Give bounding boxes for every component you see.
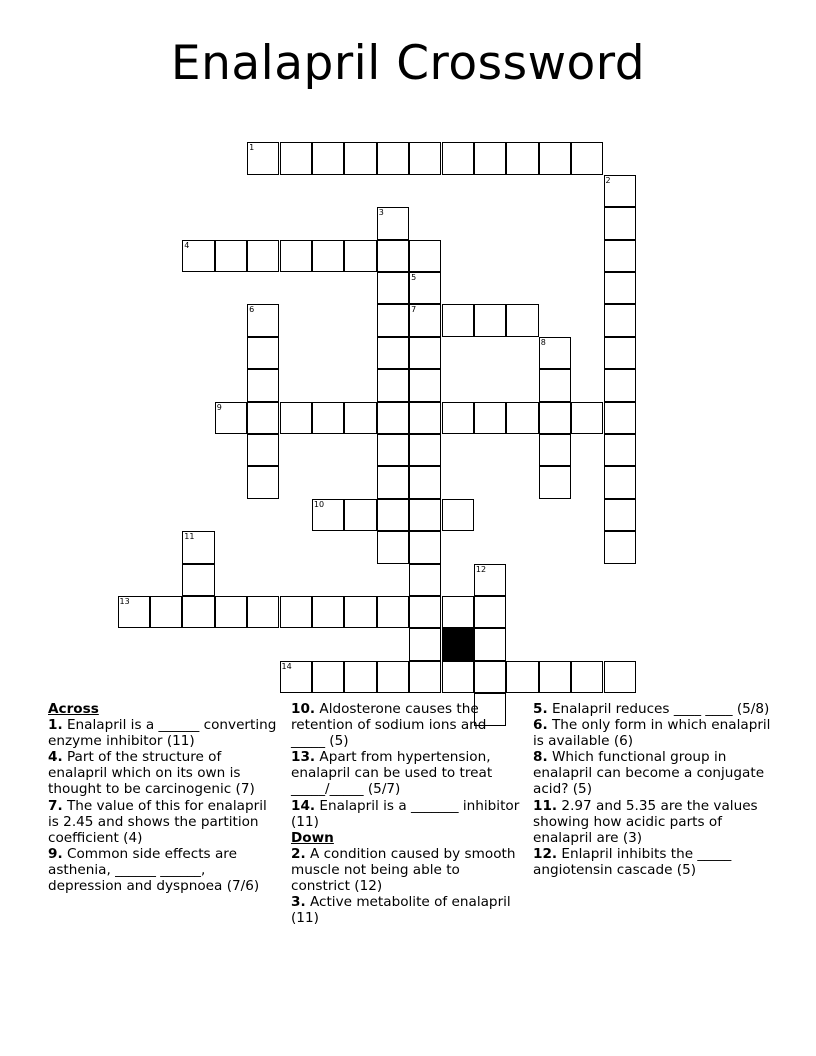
clue-number-label: 3. [291,894,306,911]
clue-number: 13 [119,597,130,606]
clue-number-label: 11. [533,797,558,814]
grid-cell[interactable] [442,304,474,336]
grid-cell[interactable] [182,240,214,272]
grid-cell[interactable] [377,596,409,628]
grid-cell[interactable] [442,402,474,434]
grid-cell[interactable] [604,207,636,239]
grid-cell[interactable] [571,142,603,174]
grid-cell[interactable] [539,142,571,174]
grid-cell[interactable] [377,142,409,174]
grid-cell[interactable] [312,240,344,272]
clue-column-1 [48,701,280,894]
clue-text: Apart from hypertension, enalapril can be used to treat _____/_____ (5/7) [291,749,493,798]
grid-cell[interactable] [344,661,376,693]
blocked-cell [442,628,474,660]
clue-text: Common side effects are asthenia, ______ ______, depression and dyspnoea (7/6) [48,845,260,895]
grid-cell[interactable] [442,142,474,174]
clue-item [291,846,523,894]
clue-number-label: 4. [48,749,63,766]
grid-cell[interactable] [377,272,409,304]
grid-cell[interactable] [604,434,636,466]
grid-cell[interactable] [506,402,538,434]
section-header: Across [48,701,99,717]
grid-cell[interactable] [409,304,441,336]
clue-number: 9 [216,402,222,412]
grid-cell[interactable] [539,369,571,401]
grid-cell[interactable] [539,466,571,498]
grid-cell[interactable] [409,369,441,401]
grid-cell[interactable] [409,434,441,466]
grid-cell[interactable] [377,499,409,531]
grid-cell[interactable] [312,499,344,531]
grid-cell[interactable] [442,661,474,693]
grid-cell[interactable] [604,661,636,693]
grid-cell[interactable] [604,531,636,563]
clue-item [48,798,280,846]
clue-text: Enalapril is a _______ inhibitor (11) [291,797,520,830]
grid-cell[interactable] [344,499,376,531]
grid-cell[interactable] [571,661,603,693]
clue-item [48,749,280,797]
grid-cell[interactable] [377,402,409,434]
grid-cell[interactable] [409,337,441,369]
grid-cell[interactable] [215,596,247,628]
clue-item [291,749,523,797]
grid-cell[interactable] [442,596,474,628]
clue-text: The value of this for enalapril is 2.45 and shows the partition coefficient (4) [48,797,267,846]
grid-cell[interactable] [377,466,409,498]
clue-number-label: 12. [533,845,558,862]
grid-cell[interactable] [539,337,571,369]
grid-cell[interactable] [474,304,506,336]
grid-cell[interactable] [604,402,636,434]
clue-column-2 [291,701,523,926]
clue-item [533,846,773,878]
grid-cell[interactable] [409,272,441,304]
grid-cell[interactable] [280,596,312,628]
grid-cell[interactable] [506,304,538,336]
clue-item [48,846,280,894]
grid-cell[interactable] [247,304,279,336]
clue-number-label: 9. [48,845,63,862]
grid-cell[interactable] [506,661,538,693]
grid-cell[interactable] [539,402,571,434]
grid-cell[interactable] [409,466,441,498]
clue-item [291,701,523,749]
clue-number-label: 13. [291,749,316,766]
grid-cell[interactable] [474,628,506,660]
grid-cell[interactable] [377,369,409,401]
grid-cell[interactable] [280,402,312,434]
grid-cell[interactable] [182,596,214,628]
clue-number-label: 7. [48,797,63,814]
clue-number-label: 6. [533,717,548,734]
grid-cell[interactable] [182,531,214,563]
grid-cell[interactable] [312,402,344,434]
clue-number: 3 [378,208,384,218]
grid-cell[interactable] [247,142,279,174]
grid-cell[interactable] [604,272,636,304]
clue-number: 8 [540,337,546,347]
grid-cell[interactable] [506,142,538,174]
grid-cell[interactable] [377,661,409,693]
clue-text: Active metabolite of enalapril (11) [291,894,511,927]
clue-text: Which functional group in enalapril can become a conjugate acid? (5) [533,749,765,798]
clue-number: 10 [313,499,325,509]
grid-cell[interactable] [247,434,279,466]
clue-item [533,749,773,797]
clue-item [48,717,280,749]
grid-cell[interactable] [409,531,441,563]
grid-cell[interactable] [409,628,441,660]
grid-cell[interactable] [377,531,409,563]
grid-cell[interactable] [344,142,376,174]
grid-cell[interactable] [150,596,182,628]
grid-cell[interactable] [280,661,312,693]
grid-cell[interactable] [247,402,279,434]
grid-cell[interactable] [247,369,279,401]
grid-cell[interactable] [474,596,506,628]
clue-column-3 [533,701,773,878]
clue-number: 12 [475,564,487,574]
grid-cell[interactable] [215,402,247,434]
grid-cell[interactable] [344,240,376,272]
clue-number: 14 [281,661,292,671]
clue-number-label: 2. [291,845,306,862]
section-header: Down [291,829,334,846]
clue-number-label: 5. [533,701,548,717]
grid-cell[interactable] [442,499,474,531]
grid-cell[interactable] [409,564,441,596]
clue-text: Enalapril is a ______ converting enzyme inhibitor (11) [48,717,277,750]
clue-number: 1 [249,143,255,153]
clue-item [533,717,773,749]
clue-text: Enalapril reduces ____ ____ (5/8) [547,701,770,717]
clue-item [533,798,773,846]
grid-cell[interactable] [280,142,312,174]
grid-cell[interactable] [377,207,409,239]
clue-text: Enlapril inhibits the _____ angiotensin cascade (5) [533,845,732,878]
grid-cell[interactable] [247,337,279,369]
grid-cell[interactable] [409,499,441,531]
grid-cell[interactable] [247,240,279,272]
clue-number-label: 8. [533,749,548,766]
grid-cell[interactable] [604,175,636,207]
clue-number-label: 14. [291,797,316,814]
grid-cell[interactable] [344,402,376,434]
grid-cell[interactable] [604,466,636,498]
clue-number: 4 [184,240,190,250]
grid-cell[interactable] [474,402,506,434]
grid-cell[interactable] [604,499,636,531]
grid-cell[interactable] [182,564,214,596]
clue-text: 2.97 and 5.35 are the values showing how acidic parts of enalapril are (3) [533,797,758,846]
grid-cell[interactable] [377,304,409,336]
grid-cell[interactable] [571,402,603,434]
clue-number: 11 [184,532,195,542]
grid-cell[interactable] [604,240,636,272]
grid-cell[interactable] [215,240,247,272]
grid-cell[interactable] [377,434,409,466]
grid-cell[interactable] [409,240,441,272]
grid-cell[interactable] [312,596,344,628]
grid-cell[interactable] [539,434,571,466]
clue-number-label: 1. [48,717,63,734]
clue-number: 2 [605,175,611,185]
grid-cell[interactable] [409,142,441,174]
grid-cell[interactable] [539,661,571,693]
clue-number: 6 [249,305,255,315]
grid-cell[interactable] [474,142,506,174]
grid-cell[interactable] [604,304,636,336]
grid-cell[interactable] [280,240,312,272]
grid-cell[interactable] [118,596,150,628]
grid-cell[interactable] [474,661,506,693]
page-title: Enalapril Crossword [170,36,646,91]
clue-text: The only form in which enalapril is available (6) [533,717,771,750]
clue-item [533,701,773,717]
clue-text: Part of the structure of enalapril which on its own is thought to be carcinogenic (7) [48,749,255,798]
clue-text: A condition caused by smooth muscle not being able to constrict (12) [291,845,516,895]
clue-number: 5 [411,273,417,282]
clue-number: 7 [411,305,417,315]
grid-cell[interactable] [247,596,279,628]
grid-cell[interactable] [409,402,441,434]
grid-cell[interactable] [377,337,409,369]
grid-cell[interactable] [409,596,441,628]
grid-cell[interactable] [312,142,344,174]
clue-item [291,894,523,926]
clue-item [291,798,523,830]
grid-cell[interactable] [474,564,506,596]
grid-cell[interactable] [604,369,636,401]
grid-cell[interactable] [247,466,279,498]
grid-cell[interactable] [312,661,344,693]
grid-cell[interactable] [377,240,409,272]
clue-text: Aldosterone causes the retention of sodium ions and _____ (5) [291,701,487,750]
grid-cell[interactable] [344,596,376,628]
clue-number-label: 10. [291,701,316,717]
grid-cell[interactable] [604,337,636,369]
grid-cell[interactable] [409,661,441,693]
